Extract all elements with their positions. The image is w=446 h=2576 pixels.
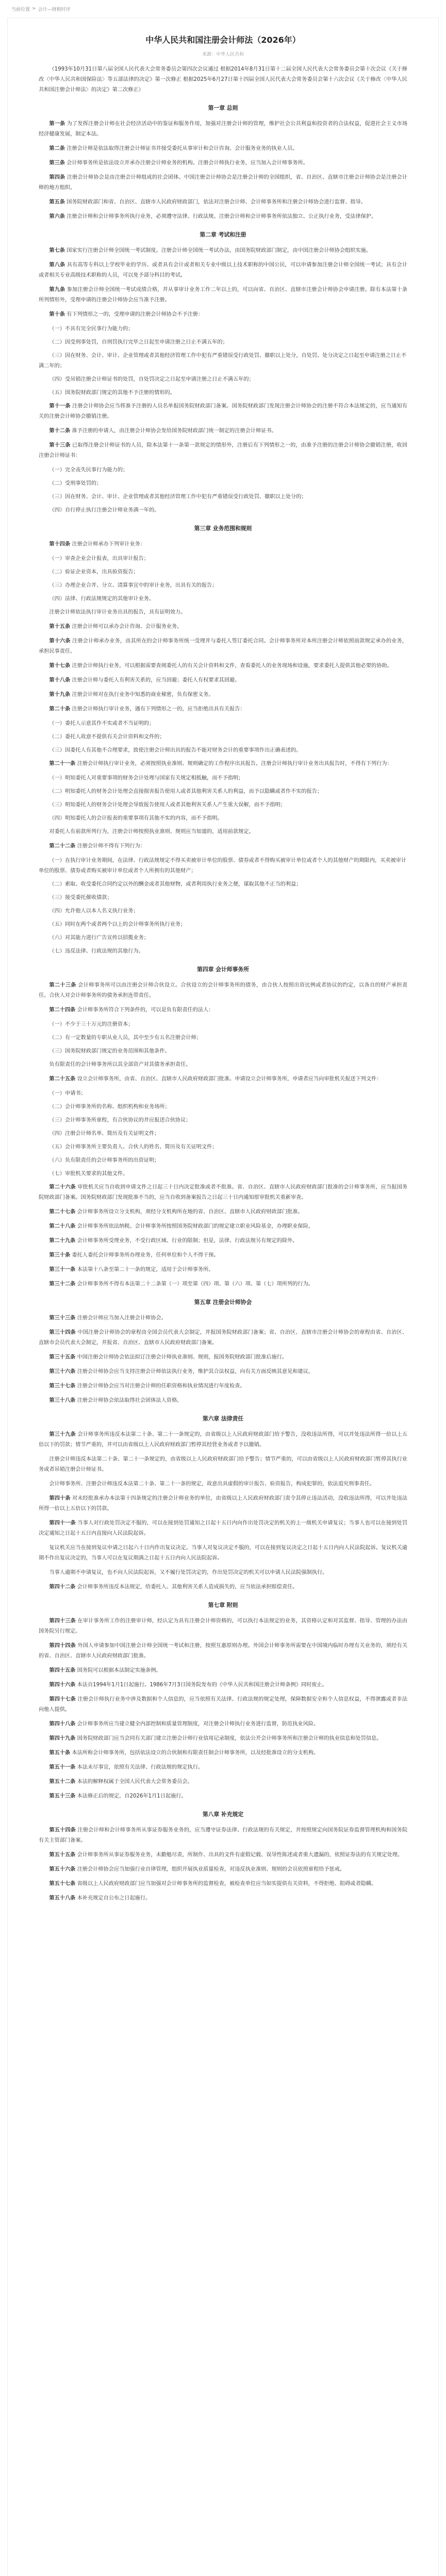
article-item: （四）自行停止执行注册会计师业务满一年的。 — [49, 507, 160, 513]
article-paragraph: 第二十九条 会计师事务所受理业务，不受行政区域、行业的限制；但是，法律、行政法规另有规定的除外。 — [49, 1238, 298, 1244]
article-paragraph: 会计师事务所、注册会计师违反本法第二十条、第二十一条的规定，故意出具虚假的审计报告、验资报告，构成犯罪的，依法追究刑事责任。 — [49, 1481, 375, 1487]
article-item: （二）会计师事务所的名称、组织机构和业务场所； — [49, 1104, 170, 1110]
article-title: 中华人民共和国注册会计师法（2026年） — [145, 35, 301, 45]
article-paragraph: 第三十八条 注册会计师协会依法取得社会团体法人资格。 — [49, 1398, 183, 1403]
article-paragraph: 第十九条 注册会计师对在执行业务中知悉的商业秘密，负有保密义务。 — [49, 692, 214, 698]
article-paragraph: 第四十四条 外国人申请参加中国注册会计师全国统一考试和注册，按照互惠原则办理。外国会计师事务所需要在中国境内临时办理有关业务的，须经有关的省、自治区、直辖市人民政府财政部门批准。 — [39, 1643, 408, 1659]
chapter-heading: 第六章 法律责任 — [202, 1415, 244, 1422]
article-item: （一）明知委托人对重要事项的财务会计处理与国家有关规定相抵触，而不予指明； — [49, 775, 244, 781]
article-paragraph: 对委托人有前款所列行为，注册会计师按照执业准则、规则应当知道的，适用前款规定。 — [49, 829, 254, 835]
article-item: （三）明知委托人的财务会计处理会导致报告使用人或者其他利害关系人产生重大误解，而不予指明； — [49, 802, 286, 808]
article-paragraph: 负有限责任的会计师事务所以其全部资产对其债务承担责任。 — [49, 1062, 191, 1067]
article-paragraph: 第五十四条 注册会计师和会计师事务所从事证券服务业务的，应当遵守证券法律、行政法规的有关规定，并按照规定向国务院证券监督管理机构和国务院有关主管部门备案。 — [39, 1827, 408, 1843]
article-body — [39, 104, 407, 1904]
article-item: （二）有一定数量的专职从业人员，其中至少有五名注册会计师； — [49, 1035, 202, 1041]
article-item: （一）审查企业会计报表，出具审计报告； — [49, 556, 149, 562]
article-item: （三）国务院财政部门规定的业务范围和其他条件。 — [49, 1048, 170, 1054]
article-item: （七）审批机关要求的其他文件。 — [49, 1171, 128, 1177]
article-paragraph: 第四十二条 会计师事务所违反本法规定，给委托人、其他利害关系人造成损失的，应当依法承担赔偿责任。 — [49, 1584, 298, 1590]
article-paragraph: 当事人逾期不申请复议，也不向人民法院起诉，又不履行处罚决定的，作出处罚决定的机关可以申请人民法院强制执行。 — [49, 1570, 328, 1575]
article-item: （二）验证企业资本，出具验资报告； — [49, 569, 139, 575]
chapter-heading: 第七章 附则 — [208, 1602, 238, 1608]
article-item: （七）违反法律、行政法规的其他行为。 — [49, 948, 144, 954]
article-paragraph: 第八条 具有高等专科以上学校毕业的学历、或者具有会计或者相关专业中级以上技术职称的中国公民，可以申请参加注册会计师全国统一考试；具有会计或者相关专业高级技术职称的人员，可以免予部分科目的考试。 — [39, 262, 408, 278]
article-paragraph: 第三十六条 注册会计师协会应当支持注册会计师依法执行业务，维护其合法权益，向有关方面反映其意见和建议。 — [49, 1369, 313, 1375]
article-paragraph: 第二条 注册会计师是依法取得注册会计师证书并接受委托从事审计和会计咨询、会计服务业务的执业人员。 — [49, 146, 298, 151]
article-paragraph: 第二十五条 设立会计师事务所，由省、自治区、直辖市人民政府财政部门批准。申请设立会计师事务所，申请者应当向审批机关报送下列文件： — [49, 1076, 382, 1082]
article-paragraph: 第二十三条 会计师事务所可以由注册会计师合伙设立。合伙设立的会计师事务所的债务，由合伙人按照出资比例或者协议的约定，以各自的财产承担责任。合伙人对会计师事务所的债务承担连带责任。 — [39, 982, 408, 998]
article-item: （四）法律、行政法规规定的其他审计业务。 — [49, 596, 155, 602]
article-item: （四）明知委托人的会计报表的重要事项有其他不实的内容，而不予指明。 — [49, 816, 223, 821]
article-item: （一）完全丧失民事行为能力的； — [49, 467, 128, 473]
chapter-heading: 第四章 会计师事务所 — [197, 966, 249, 973]
article-item: （三）因在财务、会计、审计、企业管理或者其他经济管理工作中犯有严重错误受行政处罚、撤职以上处分，自处罚、处分决定之日起至申请注册之日止不满二年的； — [39, 353, 407, 369]
article-paragraph: 第三十三条 注册会计师应当加入注册会计师协会。 — [49, 1315, 167, 1321]
article-item: （二）明知委托人的财务会计处理会直接损害报告使用人或者其他利害关系人的利益，而予以隐瞒或者作不实的报告； — [49, 789, 323, 794]
article-paragraph: 复议机关应当在接到复议申请之日起六十日内作出复议决定。当事人对复议决定不服的，可以在接到复议决定之日起十五日内向人民法院起诉。复议机关逾期不作出复议决定的，当事人可以在复议期满之日起十五日内向人民法院起诉。 — [39, 1545, 407, 1561]
article-paragraph: 第三十九条 会计师事务所违反本法第二十条、第二十一条规定的，由省级以上人民政府财政部门给予警告，没收违法所得，可以并处违法所得一倍以上五倍以下的罚款；情节严重的，并可以由省级以上人民政府财政部门暂停其经营业务或者予以撤销。 — [39, 1432, 408, 1448]
article-paragraph: 第四十九条 国务院财政部门应当会同有关部门建立注册会计师行业信用记录制度，依法公开会计师事务所和注册会计师的执业信息和处罚信息。 — [49, 1736, 382, 1741]
article-item: （三）因在财务、会计、审计、企业管理或者其他经济管理工作中犯有严重错误受行政处罚、撤职以上处分的； — [49, 494, 307, 500]
article-paragraph: 第六条 注册会计师和会计师事务所执行业务，必须遵守法律、行政法规。注册会计师和会计师事务所依法独立、公正执行业务，受法律保护。 — [49, 214, 377, 219]
article-item: （一）申请书； — [49, 1091, 86, 1096]
article-paragraph: 第十四条 注册会计师承办下列审计业务： — [49, 541, 146, 547]
chapter-heading: 第一章 总则 — [208, 105, 238, 111]
breadcrumb-current[interactable]: 会计—财税时评 — [38, 7, 71, 12]
article-paragraph: 第十八条 注册会计师与委托人有利害关系的，应当回避；委托人有权要求其回避。 — [49, 677, 240, 683]
article-paragraph: 第五十八条 本补充规定自公布之日起施行。 — [49, 1895, 151, 1901]
article-item: （三）接受委托催收债款； — [49, 895, 112, 901]
article-paragraph: 第十二条 准予注册的申请人，由注册会计师协会发给国务院财政部门统一制定的注册会计师证书。 — [49, 428, 277, 434]
article-paragraph: 第五十五条 会计师事务所从事证券服务业务，未勤勉尽责，所制作、出具的文件有虚假记载、误导性陈述或者重大遗漏的，依照证券法的有关规定处理。 — [49, 1852, 403, 1858]
article-paragraph: 注册会计师依法执行审计业务出具的报告，具有证明效力。 — [49, 609, 186, 615]
article-paragraph: 第三十二条 会计师事务所不得有本法第二十二条第（一）项至第（四）项、第（六）项、第（七）项所列的行为。 — [49, 1281, 313, 1287]
article-paragraph: 第三十五条 中国注册会计师协会依法拟订注册会计师执业准则、规则，报国务院财政部门批准后施行。 — [49, 1354, 288, 1360]
article-paragraph: 第五十三条 本法修正后的规定，自2026年1月1日起施行。 — [49, 1793, 187, 1799]
article-item: （三）办理企业合并、分立、清算事宜中的审计业务，出具有关的报告； — [49, 583, 218, 588]
article-paragraph: 第四十六条 本法自1994年1月1日起施行。1986年7月3日国务院发布的《中华人民共和国注册会计师条例》同时废止。 — [49, 1682, 327, 1688]
article-paragraph: 第九条 参加注册会计师全国统一考试成绩合格，并从事审计业务工作二年以上的，可以向省、自治区、直辖市注册会计师协会申请注册。除有本法第十条所列情形外，受理申请的注册会计师协会应当准予注册。 — [39, 287, 408, 303]
article-paragraph: 第四十八条 会计师事务所应当建立健全内部控制和质量管理制度，对注册会计师执行业务进行监督，防范执业风险。 — [49, 1721, 319, 1727]
article-item: （一）不少于三十万元的注册资本； — [49, 1022, 134, 1027]
article-item: （六）负有限责任的会计师事务所的出资证明； — [49, 1158, 160, 1163]
article-paragraph: 第十五条 注册会计师可以承办会计咨询、会计服务业务。 — [49, 624, 183, 630]
breadcrumb — [0, 0, 446, 18]
article-item: （一）不具有完全民事行为能力的； — [49, 326, 134, 332]
article-paragraph: 第四十三条 在审计事务所工作的注册审计师，经认定为具有注册会计师资格的，可以执行本法规定的业务，其资格认定和对其监督、指导、管理的办法由国务院另行规定。 — [39, 1618, 408, 1634]
article-paragraph: 第二十四条 会计师事务所符合下列条件的，可以是负有限责任的法人： — [49, 1007, 214, 1013]
article-paragraph: 第五十六条 注册会计师协会应当加强行业自律管理，组织开展执业质量检查，对违反执业准则、规则的会员依照章程给予惩戒。 — [49, 1867, 345, 1872]
article-item: （二）索取、收受委托合同约定以外的酬金或者其他财物，或者利用执行业务之便，谋取其他不正当的利益； — [49, 882, 302, 887]
article-paragraph: 第七条 国家实行注册会计师全国统一考试制度。注册会计师全国统一考试办法，由国务院财政部门制定，由中国注册会计师协会组织实施。 — [49, 248, 372, 253]
article-container — [7, 18, 439, 2576]
article-paragraph: 第三十七条 注册会计师协会应当对注册会计师的任职资格和执业情况进行年度检查。 — [49, 1383, 245, 1389]
article-paragraph: 第十一条 注册会计师协会应当将准予注册的人员名单报国务院财政部门备案。国务院财政部门发现注册会计师协会的注册不符合本法规定的，应当通知有关的注册会计师协会撤销注册。 — [39, 403, 408, 419]
article-paragraph: 第二十六条 审批机关应当自收到申请文件之日起三十日内决定批准或者不批准。省、自治区、直辖市人民政府财政部门批准的会计师事务所，应当报国务院财政部门备案。国务院财政部门发现批准不当的，应当自收到备案报告之日起三十日内通知原审批机关重新审查。 — [39, 1184, 408, 1200]
breadcrumb-home[interactable]: 当前位置 — [11, 7, 30, 12]
article-paragraph: 第四十七条 注册会计师执行业务中涉及数据和个人信息的，应当依照有关法律、行政法规的规定处理，保障数据安全和个人信息权益，不得泄露或者非法向他人提供。 — [39, 1697, 408, 1713]
chapter-heading: 第二章 考试和注册 — [200, 231, 246, 238]
article-paragraph: 第三条 会计师事务所是依法设立并承办注册会计师业务的机构。注册会计师执行业务，应当加入会计师事务所。 — [49, 160, 308, 166]
article-paragraph: 第四十条 对未经批准承办本法第十四条规定的注册会计师业务的单位，由省级以上人民政府财政部门责令其停止违法活动，没收违法所得，可以并处违法所得一倍以上五倍以下的罚款。 — [39, 1496, 408, 1512]
article-item: （三）因委托人有其他不合理要求，致使注册会计师出具的报告不能对财务会计的重要事项作出正确表述的。 — [49, 748, 302, 753]
article-item: （二）委托人故意不提供有关会计资料和文件的； — [49, 734, 165, 740]
article-paragraph: 第一条 为了发挥注册会计师在社会经济活动中的鉴证和服务作用，加强对注册会计师的管理，维护社会公共利益和投资者的合法权益，促进社会主义市场经济健康发展，制定本法。 — [39, 121, 408, 137]
article-paragraph: 第三十一条 本法第十八条至第二十一条的规定，适用于会计师事务所。 — [49, 1267, 214, 1273]
article-paragraph: 第五十一条 本法未尽事宜，依照有关法律、行政法规的规定执行。 — [49, 1765, 204, 1770]
chapter-heading: 第五章 注册会计师协会 — [194, 1299, 252, 1306]
article-paragraph: 第三十四条 中国注册会计师协会的章程由全国会员代表大会制定，并报国务院财政部门备案；省、自治区、直辖市注册会计师协会的章程由省、自治区、直辖市会员代表大会制定，并报省、自治区、直辖市人民政府财政部门备案。 — [39, 1330, 408, 1346]
article-item: （四）注册会计师名单、简历及有关证明文件； — [49, 1131, 160, 1137]
article-paragraph: 第五十二条 本法的解释权属于全国人民代表大会常务委员会。 — [49, 1779, 193, 1785]
article-item: （五）同时在两个或者两个以上的会计师事务所执行业务； — [49, 922, 186, 927]
article-item: （六）对其能力进行广告宣传以招揽业务； — [49, 935, 149, 941]
article-item: （四）允许他人以本人名义执行业务； — [49, 908, 139, 914]
article-item: （五）会计师事务所主要负责人、合伙人的姓名、简历及有关证明文件； — [49, 1144, 218, 1150]
article-item: （一）委托人示意其作不实或者不当证明的； — [49, 721, 155, 726]
article-paragraph: 第四十五条 国务院可以根据本法制定实施条例。 — [49, 1668, 161, 1673]
article-item: （二）因受刑事处罚，自刑罚执行完毕之日起至申请注册之日止不满五年的； — [49, 340, 228, 345]
article-paragraph: 第二十条 注册会计师执行审计业务，遇有下列情形之一的，应当拒绝出具有关报告： — [49, 706, 245, 712]
chapter-heading: 第三章 业务范围和规则 — [194, 525, 252, 532]
article-paragraph: 第十三条 已取得注册会计师证书的人员，除本法第十一条第一款规定的情形外，注册后有下列情形之一的，由准予注册的注册会计师协会撤销注册，收回注册会计师证书： — [39, 443, 408, 459]
article-paragraph: 第十七条 注册会计师执行业务，可以根据需要查阅委托人的有关会计资料和文件，查看委托人的业务现场和设施，要求委托人提供其他必要的协助。 — [49, 663, 392, 669]
article-intro: （1993年10月31日第八届全国人民代表大会常务委员会第四次会议通过 根据2014年8月31日第十二届全国人民代表大会常务委员会第十次会议《关于修改〈中华人民共和国保险法〉等五部法律的决定》第一次修正 根据2025年6月27日第十四届全国人民代表大会常务委员会第十六次会议《关于修改〈中华人民共和国注册会计师法〉的决定》第二次修正） — [39, 66, 407, 93]
article-meta: 来源：中华人民共和 — [202, 52, 244, 57]
article-paragraph: 注册会计师违反本法第二十条、第二十一条规定的，由省级以上人民政府财政部门给予警告；情节严重的，可以由省级以上人民政府财政部门暂停其执行业务或者吊销注册会计师证书。 — [39, 1456, 407, 1472]
article-paragraph: 第十条 有下列情形之一的，受理申请的注册会计师协会不予注册： — [49, 312, 204, 317]
article-paragraph: 第四条 注册会计师协会是由注册会计师组成的社会团体。中国注册会计师协会是注册会计师的全国组织，省、自治区、直辖市注册会计师协会是注册会计师的地方组织。 — [39, 175, 408, 191]
article-paragraph: 第三十条 委托人委托会计师事务所办理业务，任何单位和个人不得干预。 — [49, 1252, 219, 1258]
article-paragraph: 第十六条 注册会计师承办业务，由其所在的会计师事务所统一受理并与委托人签订委托合同。会计师事务所对本所注册会计师依照前款规定承办的业务，承担民事责任。 — [39, 638, 408, 654]
article-item: （四）受吊销注册会计师证书的处罚，自处罚决定之日起至申请注册之日止不满五年的； — [49, 377, 254, 382]
article-paragraph: 第五十七条 省级以上人民政府财政部门应当加强对会计师事务所的监督检查，被检查单位应当如实提供有关资料，不得拒绝、阻碍或者隐瞒。 — [49, 1881, 377, 1887]
article-paragraph: 第二十七条 会计师事务所设立分支机构，须经分支机构所在地的省、自治区、直辖市人民政府财政部门批准。 — [49, 1209, 303, 1215]
article-paragraph: 第二十八条 会计师事务所依法纳税。会计师事务所按照国务院财政部门的规定建立职业风险基金，办理职业保险。 — [49, 1224, 313, 1229]
article-paragraph: 第二十一条 注册会计师执行审计业务，必须按照执业准则、规则确定的工作程序出具报告。注册会计师执行审计业务出具报告时，不得有下列行为： — [49, 761, 392, 767]
article-paragraph: 第五条 国务院财政部门和省、自治区、直辖市人民政府财政部门，依法对注册会计师、会计师事务所和注册会计师协会进行监督、指导。 — [49, 199, 366, 205]
article-paragraph: 第四十一条 当事人对行政处罚决定不服的，可以在接到处罚通知之日起十五日内向作出处罚决定的机关的上一级机关申请复议；当事人也可以在接到处罚决定通知之日起十五日内直接向人民法院起诉。 — [39, 1520, 408, 1536]
chapter-heading: 第八章 补充规定 — [202, 1811, 244, 1818]
article-paragraph: 第二十二条 注册会计师不得有下列行为： — [49, 843, 146, 849]
breadcrumb-separator: > — [32, 6, 36, 11]
article-item: （五）国务院财政部门规定的其他不予注册的情形的。 — [49, 390, 175, 396]
article-item: （二）受刑事处罚的； — [49, 481, 102, 486]
article-item: （一）在执行审计业务期间，在法律、行政法规规定不得买卖被审计单位的股票、债券或者不得购买被审计单位或者个人的其他财产的期限内，买卖被审计单位的股票、债券或者购买被审计单位或者个人所拥有的其他财产； — [39, 858, 407, 874]
article-item: （三）会计师事务所章程，有合伙协议的并应报送合伙协议； — [49, 1117, 191, 1123]
article-paragraph: 第五十条 本法所称会计师事务所，包括依法设立的合伙制和有限责任制会计师事务所，以及经批准设立的分支机构。 — [49, 1750, 319, 1756]
